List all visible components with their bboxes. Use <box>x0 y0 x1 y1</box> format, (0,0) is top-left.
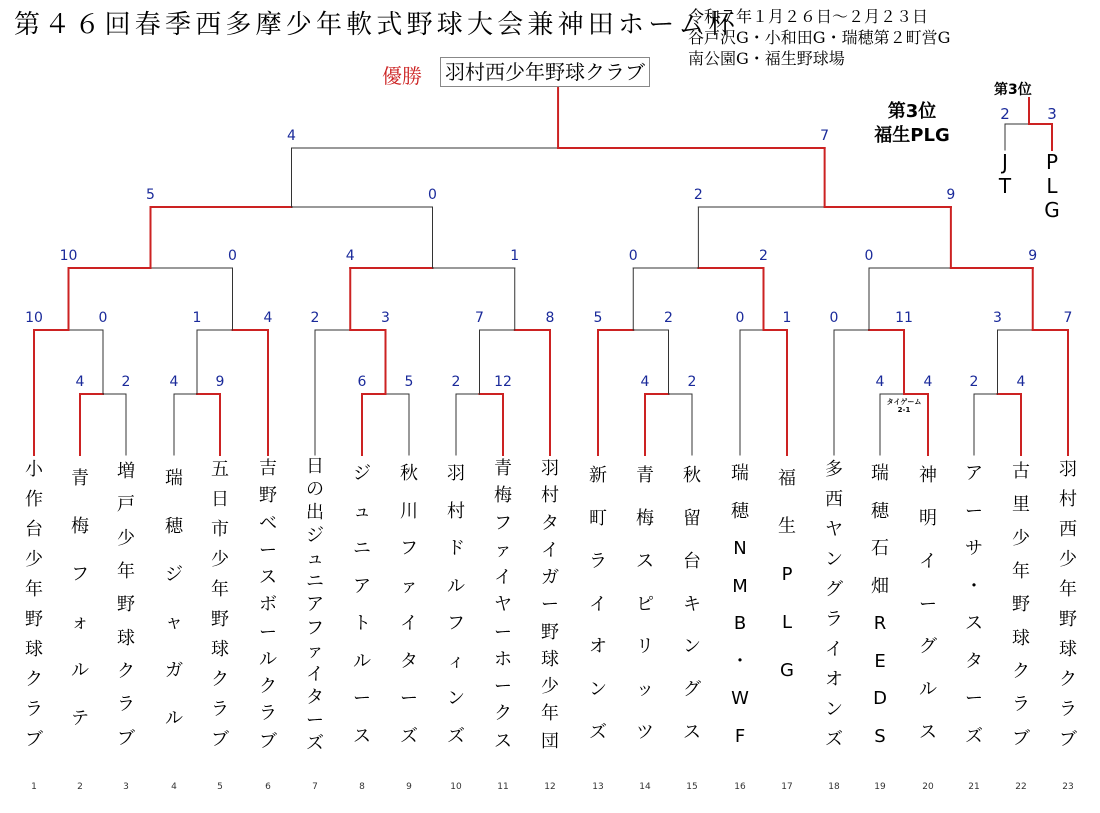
mN-right-score: 9 <box>946 187 956 203</box>
team-number-22: 22 <box>1015 782 1027 792</box>
mE-left-score: 5 <box>593 310 603 326</box>
team-number-17: 17 <box>781 782 793 792</box>
third-match-right-score: 3 <box>1047 105 1057 123</box>
bracket-scores <box>25 128 1072 390</box>
bracket-extras <box>887 397 922 414</box>
mB-right-score: 4 <box>263 310 273 326</box>
m8-9-left-score: 6 <box>357 374 367 390</box>
champion-label: 優勝 <box>382 64 422 88</box>
m21-22-right-score: 4 <box>1016 374 1026 390</box>
mE-right-score: 2 <box>664 310 673 326</box>
team-number-15: 15 <box>686 782 698 792</box>
mFinal-left-score: 4 <box>287 128 296 144</box>
team-number-18: 18 <box>828 782 840 792</box>
info-venues-2: 南公園G・福生野球場 <box>688 49 845 68</box>
team-number-19: 19 <box>874 782 886 792</box>
mG-right-score: 11 <box>895 310 913 326</box>
third-place-label: 第3位 <box>887 101 937 122</box>
team-name-6: 吉 野 ベ ー ス ボ ー ル ク ラ ブ <box>259 458 277 752</box>
team-number-16: 16 <box>734 782 746 792</box>
team-number-9: 9 <box>406 782 412 792</box>
team-number-1: 1 <box>31 782 37 792</box>
team-name-7: 日 の 出 ジ ュ ニ ア フ ァ イ タ ー ズ <box>306 456 324 754</box>
team-name-3: 増 戸 少 年 野 球 ク ラ ブ <box>117 461 135 749</box>
team-number-12: 12 <box>544 782 556 792</box>
third-place-match-title: 第3位 <box>994 82 1032 98</box>
page-title: 第４６回春季西多摩少年軟式野球大会兼神田ホーム杯 <box>14 10 739 40</box>
mJ-right-score: 1 <box>510 248 520 264</box>
mL-right-score: 9 <box>1028 248 1038 264</box>
team-name-11: 青 梅 フ ァ イ ヤ ー ホ ー ク ス <box>494 458 512 752</box>
team-name-17: 福 生 P L G <box>778 468 796 681</box>
mM-left-score: 5 <box>146 187 155 203</box>
team-name-1: 小 作 台 少 年 野 球 ク ラ ブ <box>25 459 43 750</box>
third-match-left-team: J T <box>998 150 1012 198</box>
m19-20-left-score: 4 <box>875 374 885 390</box>
third-match-left-score: 2 <box>1000 105 1010 123</box>
team-number-11: 11 <box>497 782 509 792</box>
team-number-21: 21 <box>968 782 980 792</box>
team-name-19: 瑞 穂 石 畑 R E D S <box>871 463 889 747</box>
team-name-5: 五 日 市 少 年 野 球 ク ラ ブ <box>211 459 229 750</box>
mA-left-score: 10 <box>25 310 43 326</box>
team-number-6: 6 <box>265 782 271 792</box>
mK-left-score: 0 <box>628 248 638 264</box>
team-number-4: 4 <box>171 782 177 792</box>
m2-3-right-score: 2 <box>121 374 131 390</box>
m10-11-left-score: 2 <box>451 374 461 390</box>
mM-right-score: 0 <box>428 187 437 203</box>
team-name-18: 多 西 ヤ ン グ ラ イ オ ン ズ <box>825 459 843 750</box>
mA-right-score: 0 <box>98 310 108 326</box>
team-name-8: ジ ュ ニ ア ト ル ー ス <box>353 463 371 747</box>
team-name-12: 羽 村 タ イ ガ ー 野 球 少 年 団 <box>541 458 559 752</box>
m4-5-right-score: 9 <box>215 374 225 390</box>
team-name-16: 瑞 穂 N M B ・ W F <box>731 463 749 747</box>
mI-right-score: 0 <box>228 248 237 264</box>
mC-left-score: 2 <box>310 310 320 326</box>
team-name-21: ア ー サ ・ ス タ ー ズ <box>965 463 983 747</box>
mD-right-score: 8 <box>545 310 555 326</box>
info-venues-1: 谷戸沢G・小和田G・瑞穂第２町営G <box>688 28 951 47</box>
mB-left-score: 1 <box>192 310 202 326</box>
m2-3-left-score: 4 <box>75 374 85 390</box>
third-place-team: 福生PLG <box>874 125 950 146</box>
team-number-5: 5 <box>217 782 223 792</box>
team-name-2: 青 梅 フ ォ ル テ <box>71 468 89 729</box>
mF-right-score: 1 <box>782 310 792 326</box>
team-name-4: 瑞 穂 ジ ャ ガ ル <box>165 468 183 729</box>
mH-right-score: 7 <box>1063 310 1073 326</box>
tiebreak-note-line-1: タイゲーム <box>886 398 922 406</box>
team-name-13: 新 町 ラ イ オ ン ズ <box>589 465 607 744</box>
m19-20-right-score: 4 <box>923 374 933 390</box>
team-name-20: 神 明 イ ー グ ル ス <box>919 465 937 744</box>
info-dates: 令和７年１月２６日～２月２３日 <box>688 7 929 26</box>
team-name-15: 秋 留 台 キ ン グ ス <box>683 465 701 744</box>
m4-5-left-score: 4 <box>169 374 179 390</box>
team-number-7: 7 <box>312 782 318 792</box>
m14-15-right-score: 2 <box>687 374 697 390</box>
mG-left-score: 0 <box>829 310 839 326</box>
mN-left-score: 2 <box>693 187 703 203</box>
team-name-22: 古 里 少 年 野 球 ク ラ ブ <box>1012 461 1030 749</box>
mD-left-score: 7 <box>475 310 484 326</box>
mC-right-score: 3 <box>381 310 390 326</box>
team-number-3: 3 <box>123 782 129 792</box>
mFinal-right-score: 7 <box>820 128 830 144</box>
team-number-2: 2 <box>77 782 83 792</box>
team-name-9: 秋 川 フ ァ イ タ ー ズ <box>400 463 418 747</box>
m10-11-right-score: 12 <box>494 374 512 390</box>
mH-left-score: 3 <box>993 310 1002 326</box>
team-number-20: 20 <box>922 782 934 792</box>
tiebreak-note-line-2: 2-1 <box>897 406 911 414</box>
team-name-23: 羽 村 西 少 年 野 球 ク ラ ブ <box>1059 459 1077 750</box>
team-number-14: 14 <box>639 782 651 792</box>
mL-left-score: 0 <box>864 248 874 264</box>
m14-15-left-score: 4 <box>640 374 650 390</box>
mF-left-score: 0 <box>735 310 745 326</box>
m21-22-left-score: 2 <box>969 374 979 390</box>
third-match-right-team: P L G <box>1044 150 1060 222</box>
team-name-10: 羽 村 ド ル フ ィ ン ズ <box>447 463 465 747</box>
mI-left-score: 10 <box>59 248 78 264</box>
team-number-10: 10 <box>450 782 462 792</box>
m8-9-right-score: 5 <box>404 374 414 390</box>
mK-right-score: 2 <box>759 248 768 264</box>
team-number-23: 23 <box>1062 782 1074 792</box>
champion-name: 羽村西少年野球クラブ <box>440 57 650 87</box>
mJ-left-score: 4 <box>345 248 355 264</box>
team-number-13: 13 <box>592 782 604 792</box>
team-number-8: 8 <box>359 782 365 792</box>
team-name-14: 青 梅 ス ピ リ ッ ツ <box>636 465 654 744</box>
